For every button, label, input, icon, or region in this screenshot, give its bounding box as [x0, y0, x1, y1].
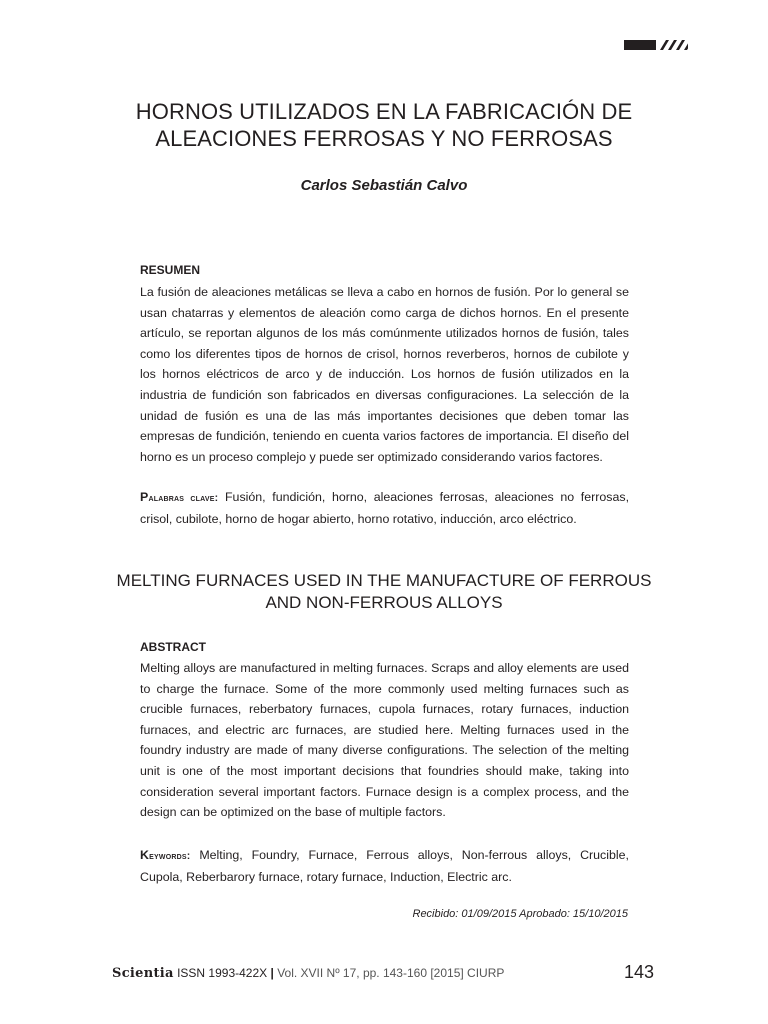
article-title: [60, 98, 708, 152]
footer-separator: |: [270, 966, 274, 980]
footer-citation: [112, 966, 504, 981]
issn: ISSN 1993-422X: [177, 966, 268, 980]
volume-info: Vol. XVII Nº 17, pp. 143-160 [2015] CIURP: [277, 966, 505, 980]
palabras-clave: [140, 487, 629, 529]
english-title-line-2: AND NON-FERROUS ALLOYS: [265, 593, 503, 612]
abstract-heading: ABSTRACT: [140, 640, 206, 654]
received-approved-dates: Recibido: 01/09/2015 Aprobado: 15/10/2015: [412, 908, 628, 920]
journal-name: Scientia: [112, 966, 174, 981]
article-title-line-1: HORNOS UTILIZADOS EN LA FABRICACIÓN DE: [135, 99, 633, 124]
resumen-text: La fusión de aleaciones metálicas se lleva a cabo en hornos de fusión. Por lo general se usan chatarras y elementos de aleación como carga de dichos hornos. En el presente artículo, se reportan algunos de los más comúnmente utilizados hornos de fusión, tales como los diferentes tipos de hornos de crisol, hornos reverberos, hornos de cubilote y los hornos eléctricos de arco y de inducción. Los hornos de fusión utilizados en la industria de fundición son fabricados en diversas configuraciones. La selección de la unidad de fusión es una de las más importantes decisiones que deben tomar las empresas de fundición, teniendo en cuenta varios factores de importancia. El diseño del horno es un proceso complejo y puede ser optimizado considerando varios factores.: [140, 285, 629, 464]
english-title-line-1: MELTING FURNACES USED IN THE MANUFACTURE OF FERROUS: [116, 571, 652, 590]
palabras-clave-text: Fusión, fundición, horno, aleaciones ferrosas, aleaciones no ferrosas, crisol, cubilote, horno de hogar abierto, horno rotativo, inducción, arco eléctrico.: [140, 490, 630, 526]
author-name: Carlos Sebastián Calvo: [300, 177, 468, 194]
abstract-text: Melting alloys are manufactured in melting furnaces. Scraps and alloy elements are used to charge the furnace. Some of the more commonly used melting furnaces such as crucible furnaces, reberbatory furnaces, cupola furnaces, rotary furnaces, induction furnaces, and electric arc furnaces, are studied here. Melting furnaces used in the foundry industry are made of many diverse configurations. The selection of the melting unit is one of the most important decisions that foundries should make, taking into consideration several important factors. Furnace design is a complex process, and the design can be optimized on the base of multiple factors.: [140, 661, 629, 820]
palabras-clave-label: Palabras clave:: [140, 490, 219, 504]
article-title-line-2: ALEACIONES FERROSAS Y NO FERROSAS: [155, 126, 613, 151]
english-title: [60, 570, 708, 614]
keywords: [140, 845, 629, 887]
keywords-text: Melting, Foundry, Furnace, Ferrous alloys, Non-ferrous alloys, Crucible, Cupola, Reberbarory furnace, rotary furnace, Induction, Electric arc.: [140, 848, 629, 884]
keywords-label: Keywords:: [140, 848, 191, 862]
resumen-heading: RESUMEN: [140, 263, 201, 277]
page-number: 143: [624, 962, 655, 982]
corner-decoration-mark: [624, 40, 688, 50]
